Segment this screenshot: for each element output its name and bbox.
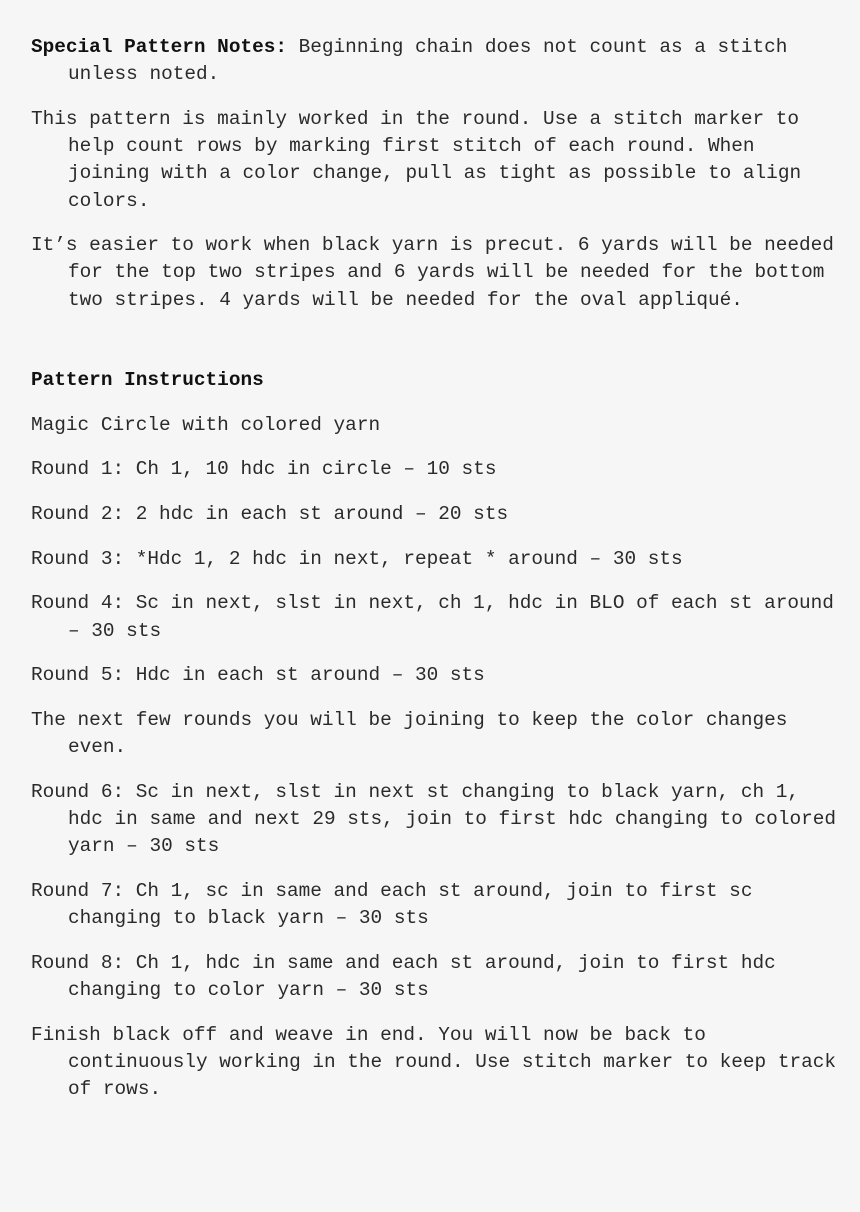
instruction-step: Round 3: *Hdc 1, 2 hdc in next, repeat * around – 30 sts: [31, 547, 683, 570]
pattern-instructions-heading: Pattern Instructions: [31, 368, 264, 391]
black-yarn-note: It’s easier to work when black yarn is precut. 6 yards will be needed for the top two stripes and 6 yards will be needed for the bottom two stripes. 4 yards will be needed for the oval appliqué.: [31, 234, 834, 311]
instruction-step: Finish black off and weave in end. You will now be back to continuously working in the round. Use stitch marker to keep track of rows.: [31, 1023, 836, 1101]
special-notes-text: Beginning chain does not count as a stitch unless noted.: [68, 36, 788, 86]
instruction-step: The next few rounds you will be joining to keep the color changes even.: [31, 708, 788, 759]
instruction-step: Round 7: Ch 1, sc in same and each st around, join to first sc changing to black yarn – 30 sts: [31, 879, 753, 930]
special-notes-label: Special Pattern Notes:: [31, 36, 287, 58]
instruction-step: Round 5: Hdc in each st around – 30 sts: [31, 664, 485, 687]
instruction-step: Round 4: Sc in next, slst in next, ch 1, hdc in BLO of each st around – 30 sts: [31, 592, 834, 642]
special-pattern-notes: [31, 34, 841, 88]
instruction-step: Round 2: 2 hdc in each st around – 20 sts: [31, 502, 509, 525]
instruction-step: Round 8: Ch 1, hdc in same and each st around, join to first hdc changing to color yarn – 30 sts: [31, 951, 776, 1002]
round-working-note: This pattern is mainly worked in the round. Use a stitch marker to help count rows by marking first stitch of each round. When joining with a color change, pull as tight as possible to align colors.: [31, 107, 802, 212]
pattern-document: [31, 34, 841, 1121]
instruction-step: Round 6: Sc in next, slst in next st changing to black yarn, ch 1, hdc in same and next 29 sts, join to first hdc changing to colored yarn – 30 sts: [31, 780, 836, 858]
instruction-step: Round 1: Ch 1, 10 hdc in circle – 10 sts: [31, 458, 497, 481]
instruction-step: Magic Circle with colored yarn: [31, 413, 381, 436]
